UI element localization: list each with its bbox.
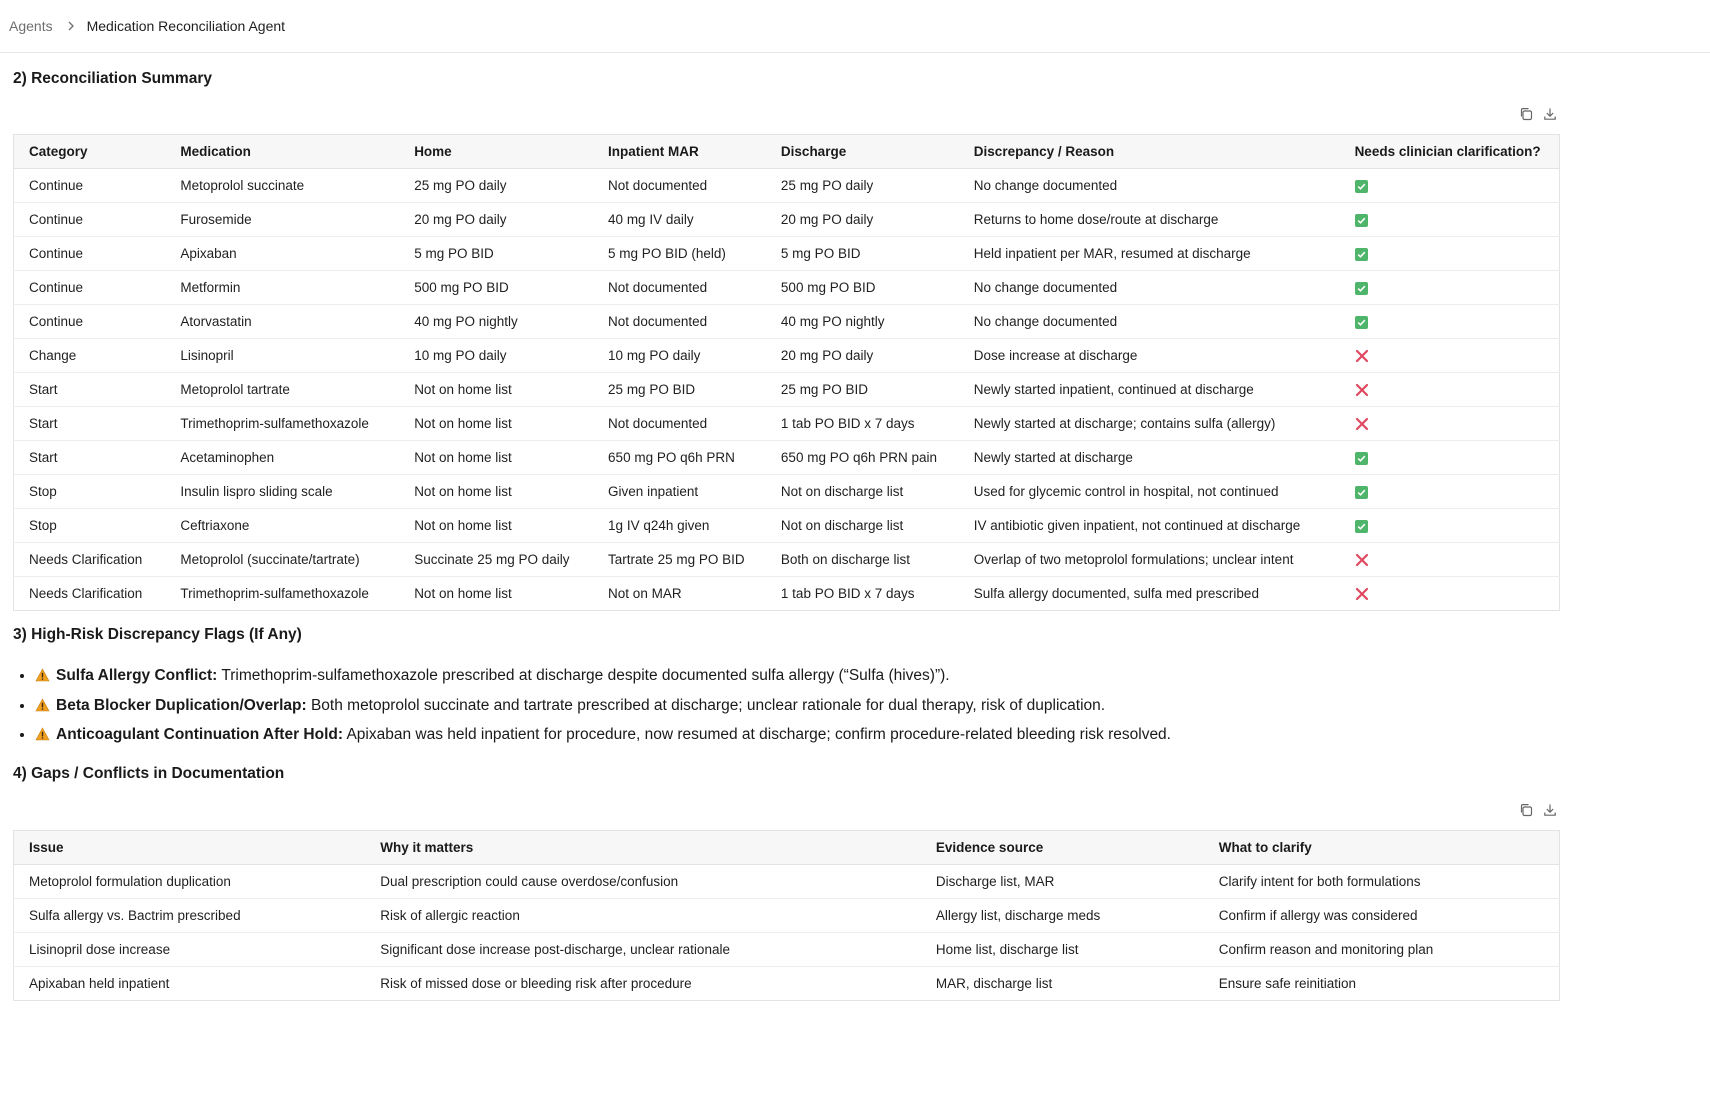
cell-home: 20 mg PO daily xyxy=(399,203,593,237)
cell-issue: Lisinopril dose increase xyxy=(14,933,366,967)
warning-icon xyxy=(35,722,50,736)
cell-mar: Tartrate 25 mg PO BID xyxy=(593,543,766,577)
cell-reason: No change documented xyxy=(959,305,1340,339)
cell-reason: Returns to home dose/route at discharge xyxy=(959,203,1340,237)
cell-medication: Furosemide xyxy=(165,203,399,237)
cell-discharge: 650 mg PO q6h PRN pain xyxy=(766,441,959,475)
table-row xyxy=(14,543,1560,577)
cell-home: 500 mg PO BID xyxy=(399,271,593,305)
cell-issue: Apixaban held inpatient xyxy=(29,976,170,991)
cell-category: Change xyxy=(14,339,166,373)
cross-icon xyxy=(1355,417,1369,431)
cell-category: Start xyxy=(14,407,166,441)
cell-medication: Ceftriaxone xyxy=(165,509,399,543)
cell-clarify: Clarify intent for both formulations xyxy=(1204,865,1560,899)
cell-discharge: 25 mg PO BID xyxy=(766,373,959,407)
section-high-risk-flags-title: 3) High-Risk Discrepancy Flags (If Any) xyxy=(13,626,302,643)
cell-mar: Not documented xyxy=(593,407,766,441)
column-header: Category xyxy=(14,135,166,169)
table-row xyxy=(14,305,1560,339)
flag-title: Anticoagulant Continuation After Hold: xyxy=(56,726,343,743)
cell-medication: Acetaminophen xyxy=(165,441,399,475)
cell-reason: Held inpatient per MAR, resumed at discharge xyxy=(959,237,1340,271)
cell-home: 40 mg PO nightly xyxy=(399,305,593,339)
cell-medication: Trimethoprim-sulfamethoxazole xyxy=(165,407,399,441)
cell-category: Needs Clarification xyxy=(14,543,166,577)
cell-discharge: 20 mg PO daily xyxy=(766,203,959,237)
check-icon xyxy=(1355,180,1368,193)
table-row xyxy=(14,271,1560,305)
check-icon xyxy=(1355,486,1368,499)
cell-category: Continue xyxy=(14,169,166,203)
table-row xyxy=(14,407,1560,441)
column-header: Home xyxy=(399,135,593,169)
chevron-right-icon xyxy=(67,21,75,31)
reconciliation-summary-table xyxy=(13,134,1560,611)
cell-category: Needs Clarification xyxy=(29,586,143,601)
table-row xyxy=(14,339,1560,373)
cell-mar: 10 mg PO daily xyxy=(593,339,766,373)
cell-reason: Newly started at discharge xyxy=(959,441,1340,475)
table-row xyxy=(14,237,1560,271)
cell-medication: Metoprolol tartrate xyxy=(165,373,399,407)
cell-clarify: Confirm reason and monitoring plan xyxy=(1204,933,1560,967)
cell-discharge: 1 tab PO BID x 7 days xyxy=(766,407,959,441)
cell-reason: No change documented xyxy=(959,271,1340,305)
table-row xyxy=(14,933,1560,967)
table-row xyxy=(14,203,1560,237)
breadcrumb-agents-link[interactable]: Agents xyxy=(9,18,53,34)
table-row xyxy=(14,577,1560,611)
cell-medication: Apixaban xyxy=(165,237,399,271)
cell-medication: Metoprolol (succinate/tartrate) xyxy=(165,543,399,577)
table-row xyxy=(14,899,1560,933)
cell-why: Significant dose increase post-discharge, unclear rationale xyxy=(365,933,921,967)
table-row xyxy=(14,509,1560,543)
cell-clarification xyxy=(1340,509,1560,543)
cell-home: Not on home list xyxy=(399,441,593,475)
cell-source: Discharge list, MAR xyxy=(921,865,1204,899)
cell-reason: Used for glycemic control in hospital, not continued xyxy=(959,475,1340,509)
check-icon xyxy=(1355,452,1368,465)
cross-icon xyxy=(1355,553,1369,567)
cell-discharge: 25 mg PO daily xyxy=(766,169,959,203)
table-row xyxy=(14,865,1560,899)
cross-icon xyxy=(1355,587,1369,601)
cell-clarification xyxy=(1340,169,1560,203)
column-header: Medication xyxy=(165,135,399,169)
cell-clarification xyxy=(1340,441,1560,475)
cell-home: 25 mg PO daily xyxy=(399,169,593,203)
cell-home: Not on home list xyxy=(399,407,593,441)
table-row xyxy=(14,475,1560,509)
cross-icon xyxy=(1355,349,1369,363)
cell-home: Not on home list xyxy=(399,475,593,509)
cell-mar: Not documented xyxy=(593,271,766,305)
cell-reason: Sulfa allergy documented, sulfa med prescribed xyxy=(973,586,1259,601)
table-header-row xyxy=(14,831,1560,865)
cell-medication: Lisinopril xyxy=(165,339,399,373)
column-header: Inpatient MAR xyxy=(593,135,766,169)
section-gaps-conflicts-title: 4) Gaps / Conflicts in Documentation xyxy=(13,765,285,782)
cell-clarification xyxy=(1340,271,1560,305)
table-header-row xyxy=(14,135,1560,169)
column-header: What to clarify xyxy=(1204,831,1560,865)
cell-issue: Sulfa allergy vs. Bactrim prescribed xyxy=(14,899,366,933)
cell-issue: Metoprolol formulation duplication xyxy=(14,865,366,899)
column-header: Issue xyxy=(14,831,366,865)
download-icon[interactable] xyxy=(1543,803,1557,817)
cell-clarification xyxy=(1340,543,1560,577)
warning-icon xyxy=(35,663,50,677)
breadcrumb xyxy=(0,0,1710,53)
cell-source: Allergy list, discharge meds xyxy=(921,899,1204,933)
cell-mar: Given inpatient xyxy=(593,475,766,509)
cell-reason: Overlap of two metoprolol formulations; unclear intent xyxy=(959,543,1340,577)
table-row xyxy=(14,967,1560,1001)
cell-home: Not on home list xyxy=(399,373,593,407)
download-icon[interactable] xyxy=(1543,107,1557,121)
check-icon xyxy=(1355,316,1368,329)
cell-discharge: 500 mg PO BID xyxy=(766,271,959,305)
cell-discharge: 40 mg PO nightly xyxy=(766,305,959,339)
flag-item xyxy=(35,691,1171,721)
cell-mar: 40 mg IV daily xyxy=(593,203,766,237)
column-header: Discharge xyxy=(766,135,959,169)
cell-home: Not on home list xyxy=(414,586,512,601)
cell-category: Start xyxy=(14,441,166,475)
flag-text: Both metoprolol succinate and tartrate prescribed at discharge; unclear rationale for dual therapy, risk of duplication. xyxy=(306,696,1106,714)
check-icon xyxy=(1355,214,1368,227)
cell-discharge: Not on discharge list xyxy=(766,509,959,543)
cell-why: Risk of missed dose or bleeding risk after procedure xyxy=(380,976,692,991)
cell-discharge: Not on discharge list xyxy=(766,475,959,509)
cell-clarification xyxy=(1340,475,1560,509)
cell-medication: Insulin lispro sliding scale xyxy=(165,475,399,509)
cell-medication: Metformin xyxy=(165,271,399,305)
table-row xyxy=(14,373,1560,407)
flag-item xyxy=(35,661,1171,691)
cell-mar: 5 mg PO BID (held) xyxy=(593,237,766,271)
cell-source: MAR, discharge list xyxy=(935,976,1053,991)
flag-text: Apixaban was held inpatient for procedure, now resumed at discharge; confirm procedure-related bleeding risk resolved. xyxy=(343,726,1171,743)
column-header: Evidence source xyxy=(921,831,1204,865)
high-risk-flags-list xyxy=(13,661,1171,750)
cell-home: 5 mg PO BID xyxy=(399,237,593,271)
cell-home: Succinate 25 mg PO daily xyxy=(399,543,593,577)
cell-clarification xyxy=(1340,237,1560,271)
cell-why: Risk of allergic reaction xyxy=(365,899,921,933)
cell-discharge: 5 mg PO BID xyxy=(766,237,959,271)
cell-category: Stop xyxy=(14,509,166,543)
column-header: Needs clinician clarification? xyxy=(1340,135,1560,169)
cell-home: Not on home list xyxy=(399,509,593,543)
cell-clarification xyxy=(1340,339,1560,373)
flag-title: Sulfa Allergy Conflict: xyxy=(56,667,218,684)
cell-category: Continue xyxy=(14,305,166,339)
gaps-conflicts-table xyxy=(13,830,1560,1001)
cell-clarification xyxy=(1340,577,1560,611)
cell-clarification xyxy=(1340,305,1560,339)
summary-table-tools xyxy=(1519,107,1557,121)
cell-discharge: Both on discharge list xyxy=(766,543,959,577)
cell-home: 10 mg PO daily xyxy=(399,339,593,373)
cell-category: Continue xyxy=(14,237,166,271)
cell-clarification xyxy=(1340,203,1560,237)
copy-icon[interactable] xyxy=(1519,803,1533,817)
flag-item xyxy=(35,720,1171,750)
cell-mar: 25 mg PO BID xyxy=(593,373,766,407)
column-header: Discrepancy / Reason xyxy=(959,135,1340,169)
cell-clarification xyxy=(1340,407,1560,441)
check-icon xyxy=(1355,248,1368,261)
cell-medication: Atorvastatin xyxy=(165,305,399,339)
cell-mar: Not on MAR xyxy=(608,586,682,601)
cell-category: Stop xyxy=(14,475,166,509)
cell-medication: Trimethoprim-sulfamethoxazole xyxy=(180,586,369,601)
cell-clarify: Confirm if allergy was considered xyxy=(1204,899,1560,933)
gaps-table-tools xyxy=(1519,803,1557,817)
cell-clarify: Ensure safe reinitiation xyxy=(1218,976,1357,991)
column-header: Why it matters xyxy=(365,831,921,865)
cell-medication: Metoprolol succinate xyxy=(165,169,399,203)
cell-discharge: 1 tab PO BID x 7 days xyxy=(780,586,915,601)
cross-icon xyxy=(1355,383,1369,397)
table-row xyxy=(14,441,1560,475)
cell-clarification xyxy=(1340,373,1560,407)
breadcrumb-current: Medication Reconciliation Agent xyxy=(86,18,286,34)
flag-text: Trimethoprim-sulfamethoxazole prescribed at discharge despite documented sulfa allergy (“Sulfa (hives)”). xyxy=(217,667,950,684)
cell-mar: 650 mg PO q6h PRN xyxy=(593,441,766,475)
cell-source: Home list, discharge list xyxy=(921,933,1204,967)
cell-reason: Dose increase at discharge xyxy=(959,339,1340,373)
cell-mar: Not documented xyxy=(593,305,766,339)
copy-icon[interactable] xyxy=(1519,107,1533,121)
cell-reason: Newly started at discharge; contains sulfa (allergy) xyxy=(959,407,1340,441)
cell-category: Continue xyxy=(14,271,166,305)
flag-title: Beta Blocker Duplication/Overlap: xyxy=(56,696,307,714)
check-icon xyxy=(1355,520,1368,533)
cell-mar: 1g IV q24h given xyxy=(593,509,766,543)
table-row xyxy=(14,169,1560,203)
cell-discharge: 20 mg PO daily xyxy=(766,339,959,373)
section-reconciliation-summary-title: 2) Reconciliation Summary xyxy=(13,70,212,87)
cell-why: Dual prescription could cause overdose/confusion xyxy=(365,865,921,899)
cell-category: Continue xyxy=(14,203,166,237)
cell-reason: Newly started inpatient, continued at discharge xyxy=(959,373,1340,407)
cell-category: Start xyxy=(14,373,166,407)
warning-icon xyxy=(35,693,50,707)
cell-reason: No change documented xyxy=(959,169,1340,203)
check-icon xyxy=(1355,282,1368,295)
cell-mar: Not documented xyxy=(593,169,766,203)
cell-reason: IV antibiotic given inpatient, not continued at discharge xyxy=(959,509,1340,543)
